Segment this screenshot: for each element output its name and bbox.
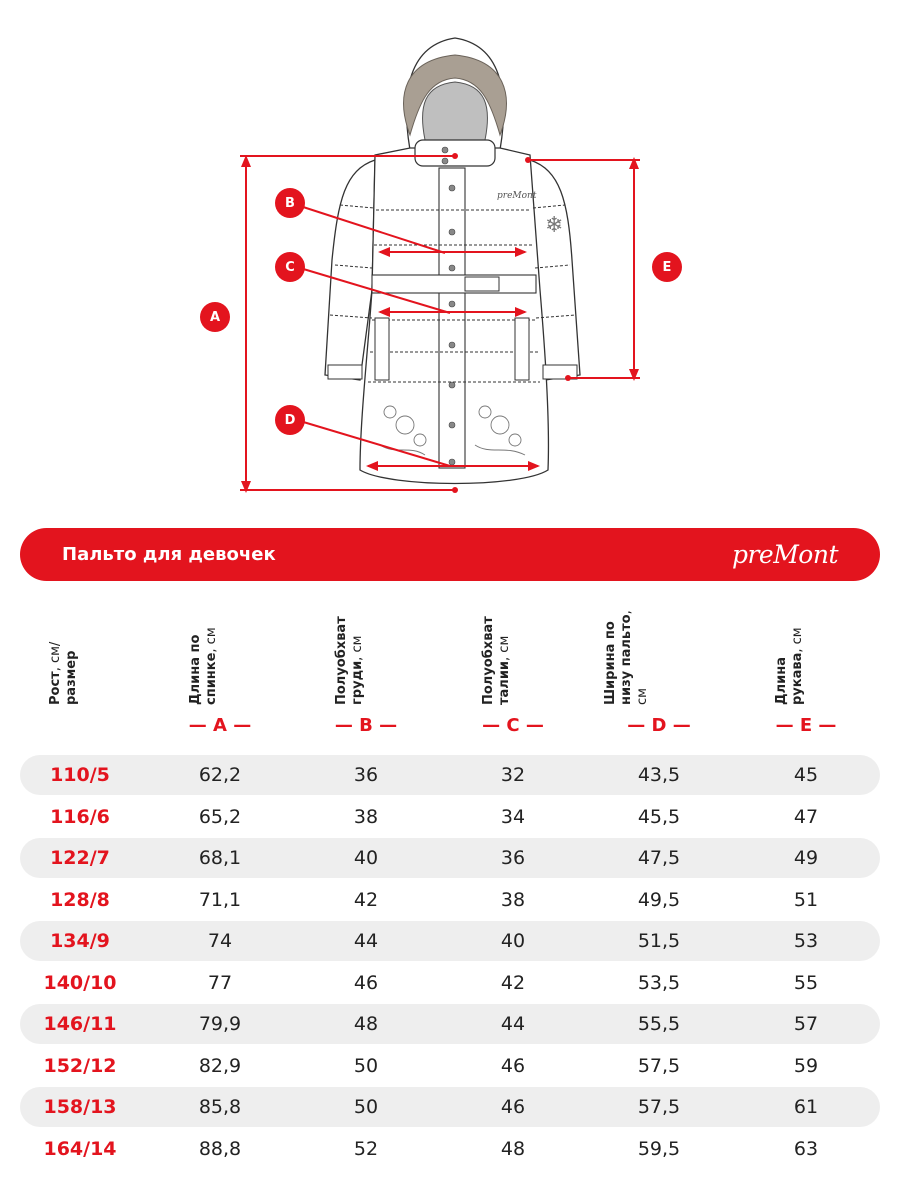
size-cell: 164/14 bbox=[43, 1137, 117, 1160]
measurement-cell: 57 bbox=[793, 1013, 819, 1035]
measurement-cell: 49,5 bbox=[637, 888, 681, 911]
measurement-cell: 48 bbox=[353, 1013, 379, 1035]
table-row bbox=[20, 797, 880, 837]
measurement-cell: 71,1 bbox=[198, 888, 242, 911]
measurement-cell: 42 bbox=[353, 888, 379, 911]
measurement-cell: 88,8 bbox=[198, 1137, 242, 1160]
measurement-cell: 38 bbox=[353, 805, 379, 828]
column-header bbox=[190, 600, 250, 705]
marker-e: E bbox=[652, 252, 682, 282]
measurement-cell: 82,9 bbox=[198, 1054, 242, 1077]
table-row bbox=[20, 838, 880, 878]
table-row bbox=[20, 1129, 880, 1169]
measurement-cell: 45 bbox=[793, 764, 819, 786]
measurement-cell: 79,9 bbox=[198, 1013, 242, 1035]
measurement-cell: 48 bbox=[500, 1137, 526, 1160]
coat-illustration bbox=[0, 0, 900, 510]
marker-c: C bbox=[275, 252, 305, 282]
measurement-cell: 55,5 bbox=[637, 1013, 681, 1035]
measurement-cell: 46 bbox=[353, 971, 379, 994]
snowflake-icon: ❄ bbox=[545, 213, 564, 238]
measurement-cell: 36 bbox=[500, 847, 526, 869]
measurement-cell: 44 bbox=[500, 1013, 526, 1035]
marker-a: A bbox=[200, 302, 230, 332]
size-cell: 146/11 bbox=[43, 1013, 117, 1035]
measurement-cell: 50 bbox=[353, 1096, 379, 1118]
measurement-cell: 46 bbox=[500, 1096, 526, 1118]
column-header-label: Ширина по низу пальто, см bbox=[603, 610, 650, 705]
measurement-cell: 68,1 bbox=[198, 847, 242, 869]
measurement-cell: 55 bbox=[793, 971, 819, 994]
measurement-cell: 63 bbox=[793, 1137, 819, 1160]
table-row bbox=[20, 1087, 880, 1127]
measurement-cell: 65,2 bbox=[198, 805, 242, 828]
measurement-cell: 53,5 bbox=[637, 971, 681, 994]
measurement-cell: 74 bbox=[207, 930, 233, 952]
column-letter: — E — bbox=[775, 715, 837, 736]
column-letter: — B — bbox=[334, 715, 398, 736]
measurement-cell: 40 bbox=[353, 847, 379, 869]
column-header-label: Длина по спинке, см bbox=[188, 627, 219, 705]
column-letter: — D — bbox=[627, 715, 691, 736]
column-header-label: Длина рукава, см bbox=[774, 627, 805, 705]
measurement-cell: 47 bbox=[793, 805, 819, 828]
measurement-cell: 52 bbox=[353, 1137, 379, 1160]
size-cell: 116/6 bbox=[50, 805, 110, 828]
product-title: Пальто для девочек bbox=[62, 544, 276, 565]
size-cell: 128/8 bbox=[50, 888, 110, 911]
title-banner bbox=[20, 528, 880, 581]
measurement-cell: 34 bbox=[500, 805, 526, 828]
measurement-cell: 49 bbox=[793, 847, 819, 869]
measurement-cell: 44 bbox=[353, 930, 379, 952]
measurement-cell: 47,5 bbox=[637, 847, 681, 869]
column-header bbox=[603, 600, 689, 705]
measurement-cell: 40 bbox=[500, 930, 526, 952]
column-letter: — C — bbox=[482, 715, 544, 736]
column-header bbox=[50, 600, 110, 705]
brand-logo: preMont bbox=[731, 540, 838, 569]
measurement-cell: 53 bbox=[793, 930, 819, 952]
measurement-cell: 32 bbox=[500, 764, 526, 786]
size-cell: 110/5 bbox=[50, 764, 110, 786]
measurement-cell: 45,5 bbox=[637, 805, 681, 828]
measurement-cell: 51,5 bbox=[637, 930, 681, 952]
measurement-cell: 59 bbox=[793, 1054, 819, 1077]
table-row bbox=[20, 1004, 880, 1044]
measurement-cell: 43,5 bbox=[637, 764, 681, 786]
marker-d: D bbox=[275, 405, 305, 435]
coat-brand-text: preMont bbox=[497, 191, 537, 201]
table-row bbox=[20, 963, 880, 1003]
size-cell: 140/10 bbox=[43, 971, 117, 994]
size-cell: 152/12 bbox=[43, 1054, 117, 1077]
measurement-cell: 59,5 bbox=[637, 1137, 681, 1160]
measurement-cell: 42 bbox=[500, 971, 526, 994]
size-cell: 122/7 bbox=[50, 847, 110, 869]
measurement-cell: 57,5 bbox=[637, 1096, 681, 1118]
measurement-cell: 62,2 bbox=[198, 764, 242, 786]
table-row bbox=[20, 921, 880, 961]
column-header-label: Рост, см/ размер bbox=[48, 641, 79, 705]
column-header-label: Полуобхват груди, см bbox=[334, 616, 365, 705]
size-cell: 158/13 bbox=[43, 1096, 117, 1118]
column-header bbox=[776, 600, 836, 705]
measurement-cell: 51 bbox=[793, 888, 819, 911]
marker-b: B bbox=[275, 188, 305, 218]
measurement-cell: 61 bbox=[793, 1096, 819, 1118]
measurement-cell: 77 bbox=[207, 971, 233, 994]
column-header-label: Полуобхват талии, см bbox=[481, 616, 512, 705]
measurement-cell: 57,5 bbox=[637, 1054, 681, 1077]
coat-diagram bbox=[0, 0, 900, 510]
measurement-cell: 38 bbox=[500, 888, 526, 911]
table-row bbox=[20, 880, 880, 920]
column-header bbox=[336, 600, 396, 705]
column-letter: — A — bbox=[188, 715, 252, 736]
column-header bbox=[483, 600, 543, 705]
size-cell: 134/9 bbox=[50, 930, 110, 952]
measurement-cell: 46 bbox=[500, 1054, 526, 1077]
measurement-cell: 36 bbox=[353, 764, 379, 786]
table-row bbox=[20, 755, 880, 795]
measurement-cell: 85,8 bbox=[198, 1096, 242, 1118]
measurement-cell: 50 bbox=[353, 1054, 379, 1077]
table-row bbox=[20, 1046, 880, 1086]
